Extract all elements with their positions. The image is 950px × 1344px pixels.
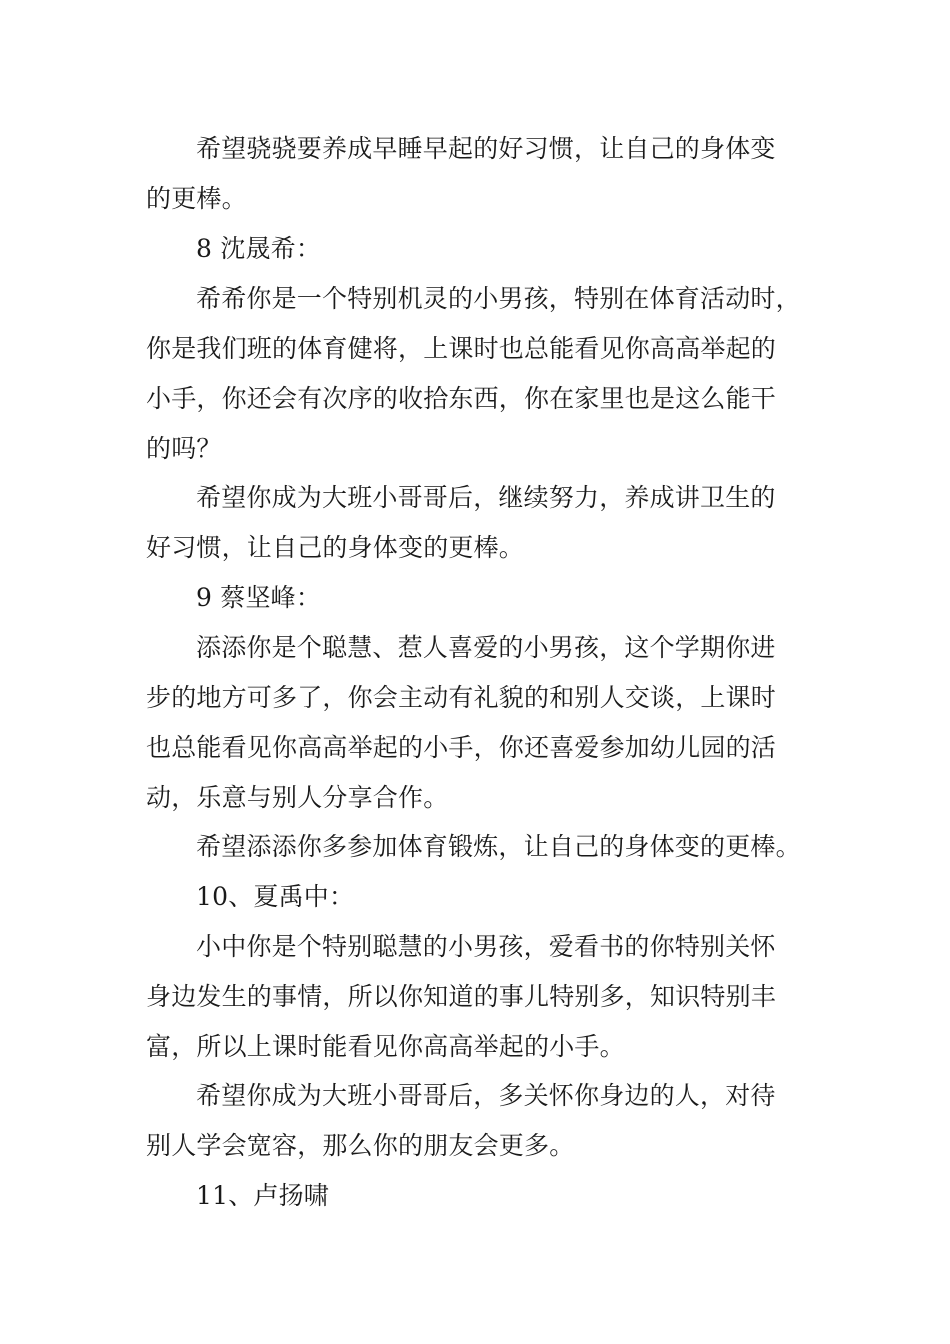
entry-heading: 9 蔡坚峰： — [196, 583, 322, 612]
paragraph-line: 富，所以上课时能看见你高高举起的小手。 — [146, 1032, 625, 1061]
paragraph-line: 希望骁骁要养成早睡早起的好习惯，让自己的身体变 — [196, 134, 776, 163]
paragraph-line: 的吗？ — [146, 434, 222, 463]
paragraph-line: 的更棒。 — [146, 184, 247, 213]
paragraph-line: 希希你是一个特别机灵的小男孩，特别在体育活动时， — [196, 284, 801, 313]
entry-heading: 8 沈晟希： — [196, 234, 322, 263]
paragraph-line: 小中你是个特别聪慧的小男孩，爱看书的你特别关怀 — [196, 932, 776, 961]
entry-heading: 10、夏禹中： — [196, 882, 355, 911]
paragraph-line: 也总能看见你高高举起的小手，你还喜爱参加幼儿园的活 — [146, 733, 777, 762]
paragraph-line: 希望你成为大班小哥哥后，多关怀你身边的人，对待 — [196, 1081, 776, 1110]
paragraph-line: 好习惯，让自己的身体变的更棒。 — [146, 533, 525, 562]
paragraph-line: 你是我们班的体育健将，上课时也总能看见你高高举起的 — [146, 334, 777, 363]
entry-heading: 11、卢扬啸 — [196, 1181, 330, 1210]
paragraph-line: 步的地方可多了，你会主动有礼貌的和别人交谈，上课时 — [146, 683, 777, 712]
paragraph-line: 小手，你还会有次序的收拾东西，你在家里也是这么能干 — [146, 384, 777, 413]
paragraph-line: 动，乐意与别人分享合作。 — [146, 783, 449, 812]
paragraph-line: 身边发生的事情，所以你知道的事儿特别多，知识特别丰 — [146, 982, 777, 1011]
paragraph-line: 添添你是个聪慧、惹人喜爱的小男孩，这个学期你进 — [196, 633, 776, 662]
paragraph-line: 希望你成为大班小哥哥后，继续努力，养成讲卫生的 — [196, 483, 776, 512]
paragraph-line: 希望添添你多参加体育锻炼，让自己的身体变的更棒。 — [196, 832, 801, 861]
paragraph-line: 别人学会宽容，那么你的朋友会更多。 — [146, 1131, 575, 1160]
